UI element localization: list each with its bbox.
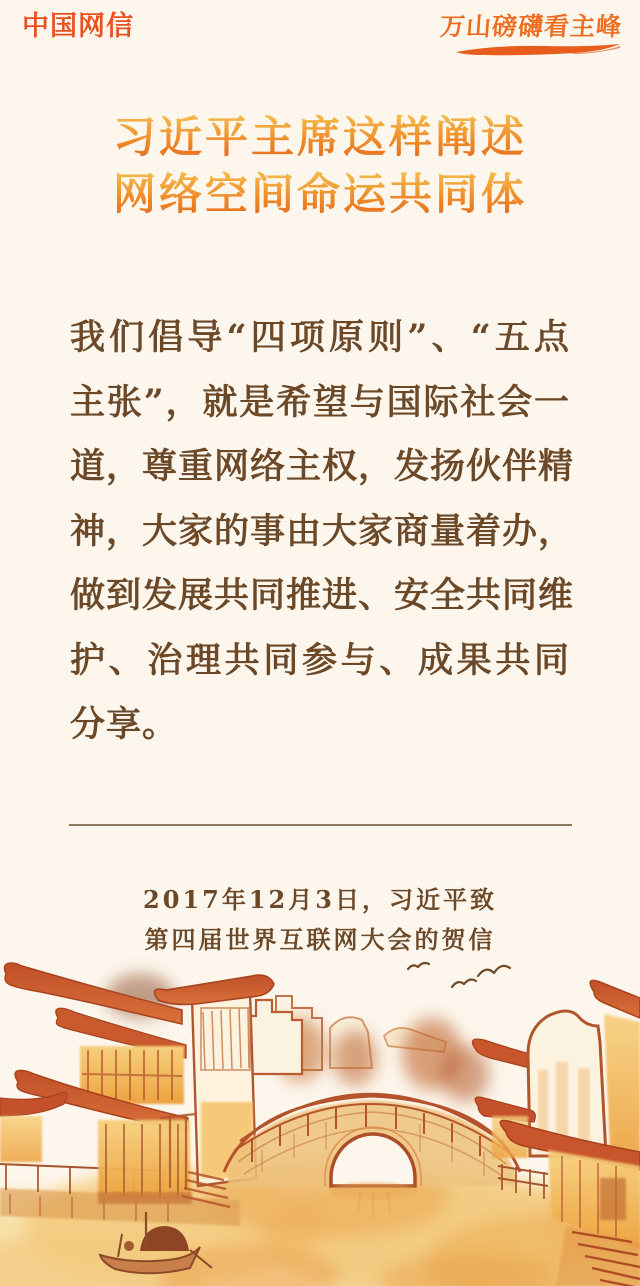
divider-line bbox=[69, 824, 572, 826]
cac-logo: 中国网信 bbox=[22, 11, 134, 42]
attribution-line-1: 2017年12月3日，习近平致 bbox=[143, 885, 497, 914]
quote-line: 主张”，就是希望与国际社会一 bbox=[70, 381, 570, 423]
campaign-slogan: 万山磅礴看主峰 bbox=[439, 12, 624, 41]
quote-line: 我们倡导“四项原则”、“五点 bbox=[70, 317, 570, 358]
quote-line: 分享。 bbox=[70, 704, 179, 745]
quote-line: 神，大家的事由大家商量着办， bbox=[70, 510, 575, 552]
page-title bbox=[0, 110, 640, 224]
quote-block bbox=[70, 306, 575, 758]
campaign-logo bbox=[440, 12, 622, 57]
header bbox=[22, 12, 622, 57]
title-line-1: 习近平主席这样阐述 bbox=[0, 110, 640, 167]
brush-underline-icon bbox=[454, 43, 622, 57]
attribution bbox=[0, 880, 640, 960]
quote-line: 道，尊重网络主权，发扬伙伴精 bbox=[70, 446, 575, 487]
birds-icon bbox=[408, 963, 510, 987]
title-line-2: 网络空间命运共同体 bbox=[0, 167, 640, 224]
watertown-illustration bbox=[0, 950, 640, 1286]
attribution-line-2: 第四届世界互联网大会的贺信 bbox=[144, 925, 496, 954]
quote-line: 护、治理共同参与、成果共同 bbox=[70, 639, 570, 681]
quote-line: 做到发展共同推进、安全共同维 bbox=[70, 575, 575, 616]
